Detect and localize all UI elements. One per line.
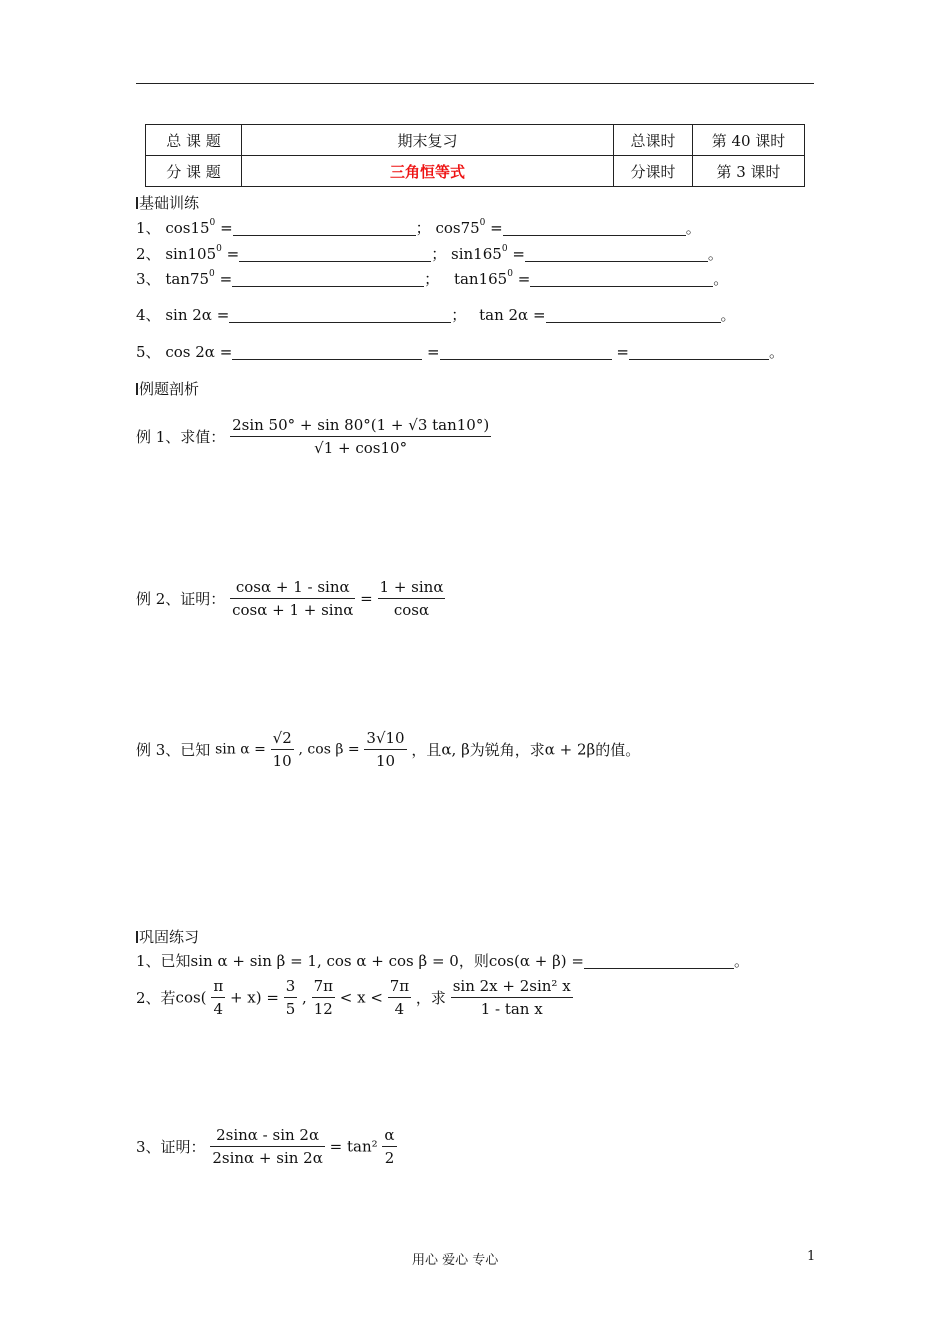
answer-blank[interactable] [232, 347, 422, 360]
example-3: 例 3、已知 sin α = $\frac{√2}{10}$ , cos β = $\frac{3√10}{10}$ ，且α, β为锐角，求α + 2β的值。 [136, 729, 641, 770]
example-2: 例 2、证明： $\frac{\cos\alpha + 1 - \sin\alpha}{\cos\alpha + 1 + \sin\alpha}$ = $\frac{1 + \sin\alpha}{\cos\alpha}$ [136, 578, 444, 619]
practice-2-fraction-2: $\frac{3}{5}$ [285, 977, 296, 1018]
header-row-2 [146, 156, 805, 187]
page-number: 1 [807, 1249, 816, 1264]
practice-3-right-fraction: $\frac{\alpha}{2}$ [384, 1126, 395, 1167]
sub-topic-label: 分 课 题 [146, 156, 242, 187]
practice-2-fraction-5: $\frac{\text{sin 2x + 2sin² x}}{\text{1 - tan x}}$ [452, 977, 571, 1018]
footer-text: 用心 爱心 专心 [412, 1253, 499, 1268]
practice-3-left-fraction: $\frac{2\sin\alpha - \sin 2\alpha}{2\sin\alpha + \sin 2\alpha}$ [212, 1126, 323, 1167]
practice-2-fraction-1: $\frac{\pi}{4}$ [213, 977, 224, 1018]
example-3-fraction-1: $\frac{√2}{10}$ [272, 729, 292, 770]
basic-q2: 2、 $\sin 105^0$ = ； $\sin 165^0$ = 。 [136, 244, 723, 263]
total-hours-value: 第 40 课时 [693, 125, 805, 156]
example-2-left-fraction: $\frac{\cos\alpha + 1 - \sin\alpha}{\cos\alpha + 1 + \sin\alpha}$ [232, 578, 354, 619]
answer-blank[interactable] [584, 956, 734, 969]
practice-2-fraction-4: $\frac{7\pi}{4}$ [389, 977, 410, 1018]
sub-topic-title: 三角恒等式 [242, 156, 614, 187]
practice-2: 2、若cos( $\frac{\pi}{4}$ + x) = $\frac{3}{5}$ , $\frac{7\pi}{12}$ < x < $\frac{7\pi}{4}$ ，求 $\frac{\text{sin 2x + 2sin² x}}{\text{1 - tan x}}$ [136, 977, 571, 1018]
total-topic-title: 期末复习 [242, 125, 614, 156]
section-practice: 巩固练习 [136, 926, 199, 947]
practice-2-fraction-3: $\frac{7\pi}{12}$ [313, 977, 334, 1018]
practice-3: 3、证明： $\frac{2\sin\alpha - \sin 2\alpha}{2\sin\alpha + \sin 2\alpha}$ = tan² $\frac{\alpha}{2}$ [136, 1126, 395, 1167]
basic-q5: 5、 cos 2α = = = 。 [136, 343, 784, 361]
top-rule [136, 83, 814, 84]
answer-blank[interactable] [239, 249, 431, 262]
basic-q3: 3、 $\tan 75^0$ = ； $\tan 165^0$ = 。 [136, 269, 729, 288]
answer-blank[interactable] [229, 310, 451, 323]
answer-blank[interactable] [233, 223, 416, 236]
example-1-fraction: $\frac{2\sin 50^\circ + \sin 80^\circ(1 + √3 \tan 10^\circ)}{√1 + \cos 10^\circ}$ [232, 416, 490, 457]
answer-blank[interactable] [440, 347, 612, 360]
header-table [145, 124, 805, 187]
sub-hours-label: 分课时 [614, 156, 693, 187]
example-2-right-fraction: $\frac{1 + \sin\alpha}{\cos\alpha}$ [379, 578, 444, 619]
total-hours-label: 总课时 [614, 125, 693, 156]
example-1: 例 1、求值： $\frac{2\sin 50^\circ + \sin 80^\circ(1 + √3 \tan 10^\circ)}{√1 + \cos 10^\circ}$ [136, 416, 490, 457]
answer-blank[interactable] [503, 223, 686, 236]
practice-1: 1、已知sin α + sin β = 1, cos α + cos β = 0，则cos(α + β) = 。 [136, 952, 749, 970]
section-basic: 基础训练 [136, 192, 199, 213]
answer-blank[interactable] [530, 274, 713, 287]
basic-q4: 4、 sin 2α = ； tan 2α = 。 [136, 306, 736, 324]
answer-blank[interactable] [629, 347, 769, 360]
answer-blank[interactable] [525, 249, 708, 262]
total-topic-label: 总 课 题 [146, 125, 242, 156]
sub-hours-value: 第 3 课时 [693, 156, 805, 187]
example-3-fraction-2: $\frac{3√10}{10}$ [366, 729, 405, 770]
section-examples: 例题剖析 [136, 378, 199, 399]
answer-blank[interactable] [546, 310, 721, 323]
basic-q1: 1、 $\cos 15^0$ = ； $\cos 75^0$ = 。 [136, 218, 701, 237]
header-row-1 [146, 125, 805, 156]
answer-blank[interactable] [232, 274, 424, 287]
